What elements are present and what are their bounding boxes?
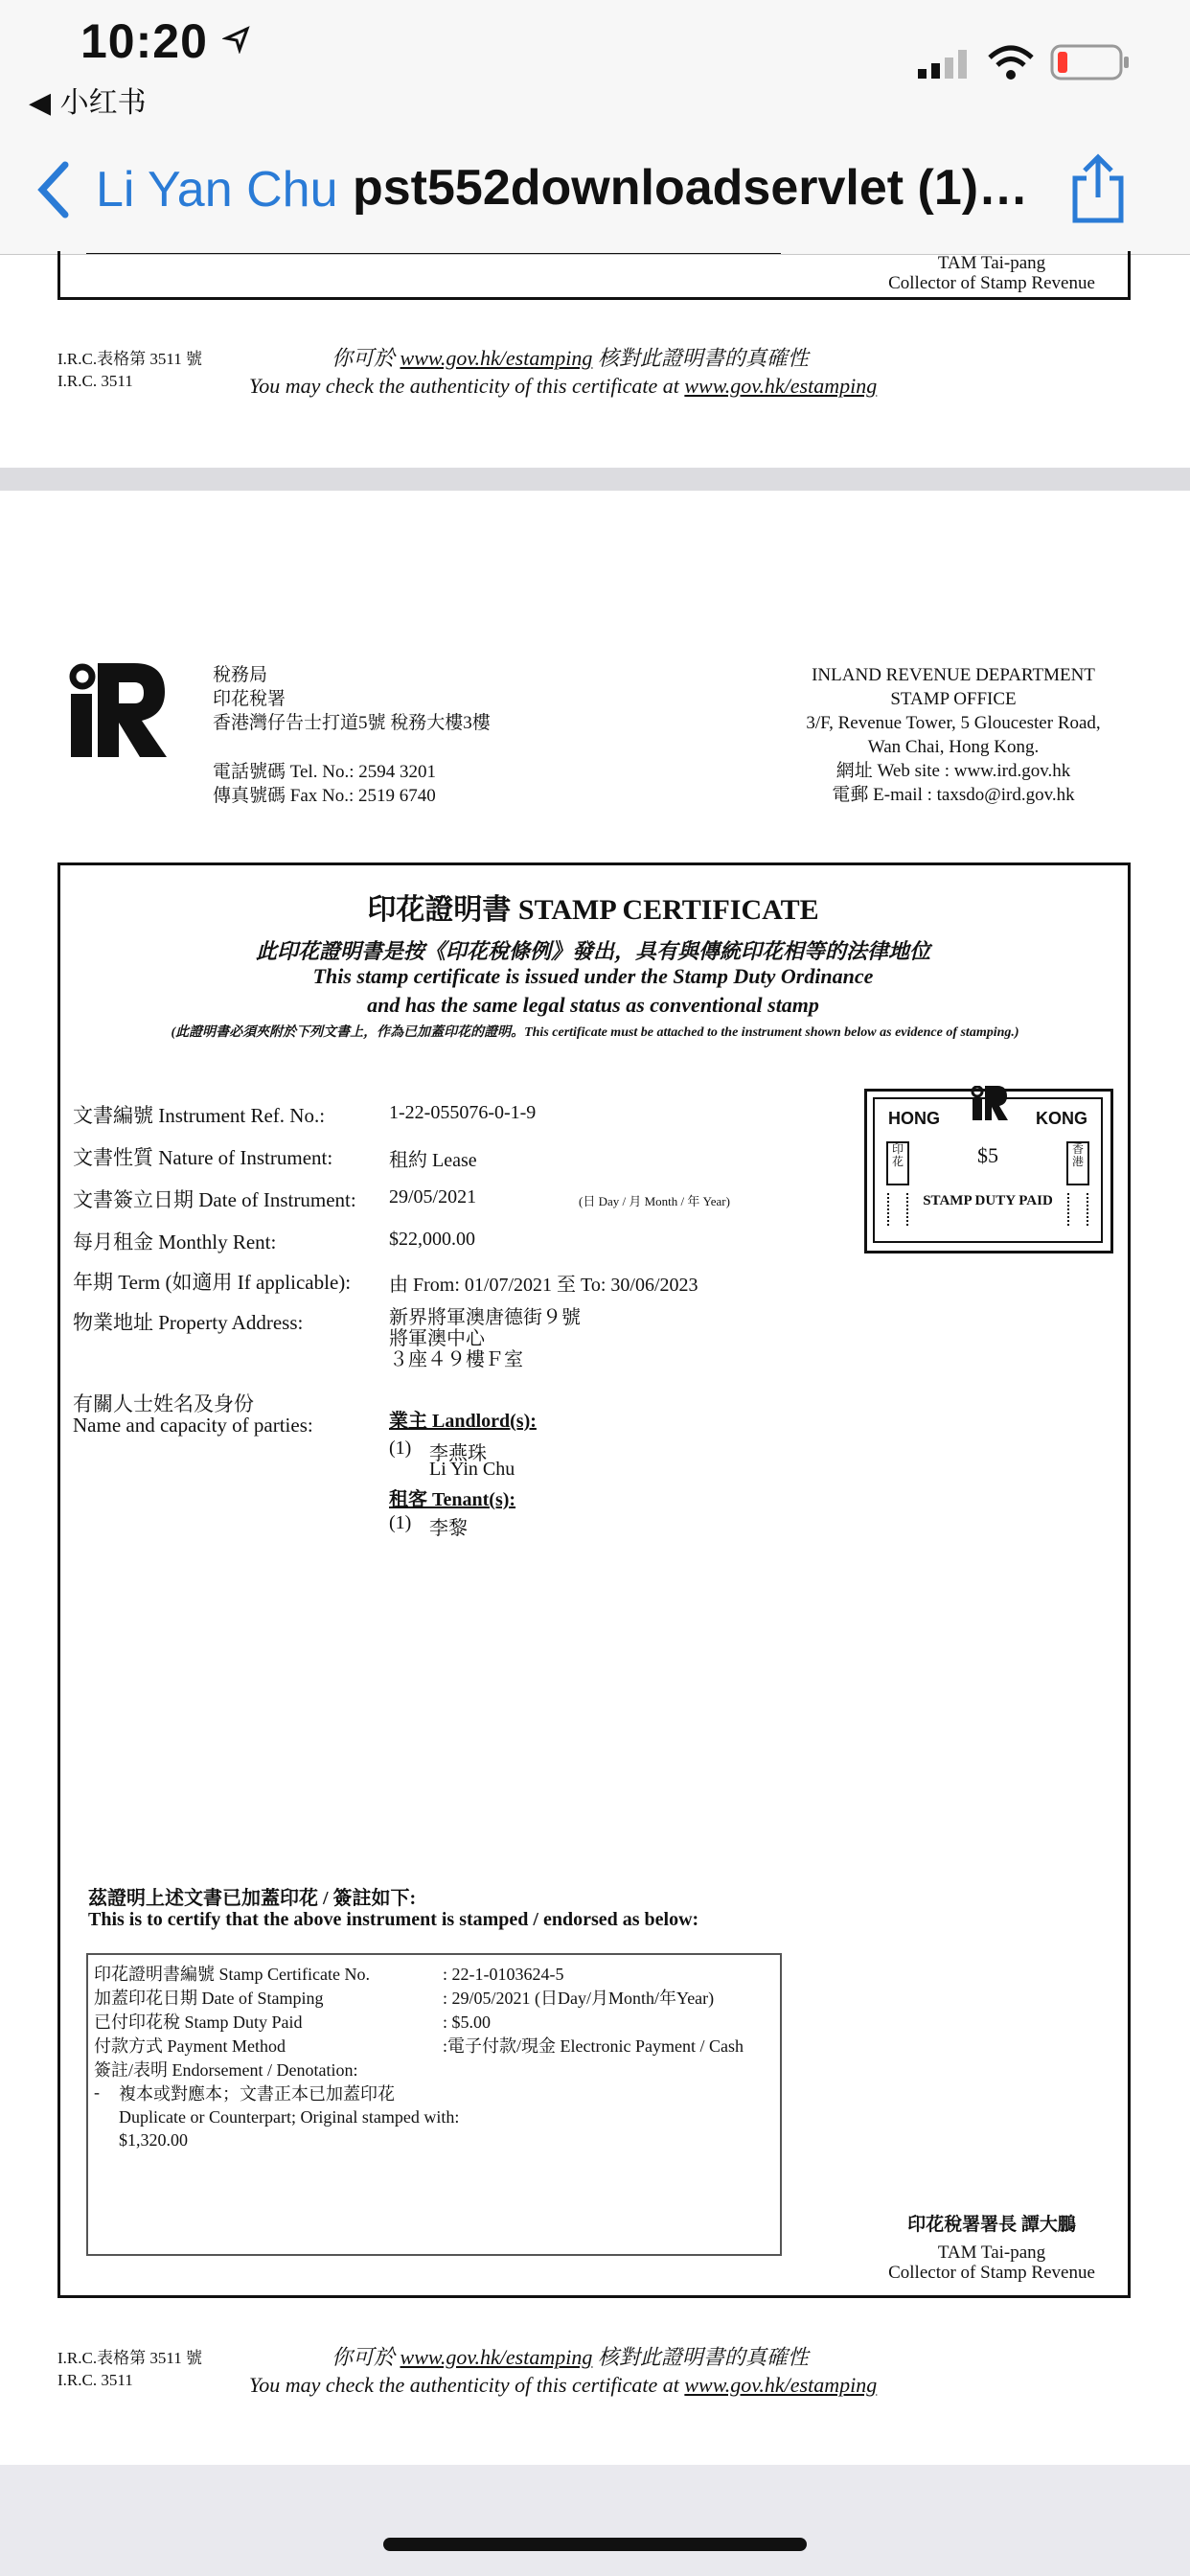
stamp-hong: HONG [888,1109,940,1128]
landlord-name-en: Li Yin Chu [429,1459,515,1480]
footer-form-number-cn: I.R.C.表格第 3511 號 [57,2349,202,2367]
fax-label: 傳真號碼 Fax No.: [213,786,355,806]
certificate-title: 印花證明書 STAMP CERTIFICATE [367,894,819,926]
fax-value: 2519 6740 [358,786,436,806]
field-value-rent: $22,000.00 [389,1229,475,1250]
document-title: pst552downloadservlet (1)… [353,160,1029,216]
verify-link[interactable]: www.gov.hk/estamping [400,346,593,370]
ird-logo [65,663,169,759]
footer-verify-link[interactable]: www.gov.hk/estamping [684,2373,878,2397]
endorse-line-1: 複本或對應本；文書正本已加蓋印花 [119,2084,395,2104]
endorsement-labels [94,1963,370,2082]
subtitle-en-2: and has the same legal status as conventional stamp [367,993,819,1017]
back-button[interactable]: Li Yan Chu [96,162,338,218]
verify-line-en: You may check the authenticity of this certificate at www.gov.hk/estamping [249,374,878,398]
address-cn: 香港灣仔告士打道5號 稅務大樓3樓 [213,713,491,733]
footer-verify-cn: 你可於 www.gov.hk/estamping 核對此證明書的真確性 [332,2345,809,2369]
back-to-app-link[interactable]: ◀ 小红书 [29,86,147,120]
dept-en: INLAND REVENUE DEPARTMENT [812,665,1095,685]
stamp-duty-paid-stamp [864,1089,1113,1254]
endorse-label-date: 加蓋印花日期 Date of Stamping [94,1989,324,2008]
endorse-line-2: Duplicate or Counterpart; Original stamped with: [119,2107,460,2127]
field-label-ref: 文書編號 Instrument Ref. No.: [73,1104,326,1127]
website: 網址 Web site : www.ird.gov.hk [835,761,1071,781]
verify-line-cn: 你可於 www.gov.hk/estamping 核對此證明書的真確性 [332,346,809,370]
endorse-value-duty: : $5.00 [443,2012,492,2032]
divider [86,253,781,254]
footer-verify-link[interactable]: www.gov.hk/estamping [400,2345,593,2369]
verify-link[interactable]: www.gov.hk/estamping [684,374,878,398]
address-en-2: Wan Chai, Hong Kong. [867,737,1040,757]
landlord-name-cn: 李燕珠 [429,1443,487,1464]
field-label-rent: 每月租金 Monthly Rent: [73,1230,277,1254]
address-line-1: 新界將軍澳唐德街９號 [389,1307,581,1328]
location-arrow-icon [222,25,251,54]
parties-label [73,1393,313,1436]
header-en [767,663,1140,807]
landlord-label: 業主 Landlord(s): [389,1411,537,1432]
endorsement-text [119,2082,459,2151]
certificate-note: (此證明書必須夾附於下列文書上，作為已加蓋印花的證明。This certificate must be attached to the instrument shown below as evidence of stamping.) [171,1025,1019,1040]
footer-verify-en: You may check the authenticity of this certificate at www.gov.hk/estamping [249,2373,878,2397]
header-cn [213,663,491,735]
address-en-1: 3/F, Revenue Tower, 5 Gloucester Road, [806,713,1101,733]
stamp-paid-label: STAMP DUTY PAID [923,1193,1053,1208]
page-separator [0,468,1190,491]
endorse-label-duty: 已付印花稅 Stamp Duty Paid [94,2012,303,2032]
field-value-date: 29/05/2021 [389,1186,477,1208]
subtitle-cn: 此印花證明書是按《印花稅條例》發出，具有與傳統印花相等的法律地位 [255,939,930,963]
address-line-2: 將軍澳中心 [389,1328,485,1349]
signer-title: Collector of Stamp Revenue [888,273,1095,293]
stamp-amount: $5 [977,1143,998,1167]
battery-low-icon [1050,44,1131,82]
tenant-label: 租客 Tenant(s): [389,1489,516,1510]
office-en: STAMP OFFICE [890,689,1017,709]
field-value-nature: 租約 Lease [389,1150,477,1171]
field-label-nature: 文書性質 Nature of Instrument: [73,1146,333,1169]
endorse-line-3: $1,320.00 [119,2130,188,2150]
endorse-value-date: : 29/05/2021 (日Day/月Month/年Year) [443,1989,715,2008]
signer-block-bottom [843,2242,1140,2283]
landlord-index: (1) [389,1438,412,1459]
stamp-chip-right: 香港 [1066,1141,1089,1185]
endorse-value-cert-no: : 22-1-0103624-5 [443,1965,564,1984]
form-number-cn: I.R.C.表格第 3511 號 [57,350,202,368]
address-line-3: ３座４９樓Ｆ室 [389,1349,523,1370]
certify-statement-cn: 茲證明上述文書已加蓋印花 / 簽註如下: [88,1888,417,1909]
footer-form-number-en: I.R.C. 3511 [57,2371,133,2389]
status-time: 10:20 [80,14,208,68]
signer-name: TAM Tai-pang [937,253,1046,273]
cellular-signal-icon [918,48,970,80]
signer-name-bottom: TAM Tai-pang [937,2242,1046,2263]
tenant-index: (1) [389,1512,412,1533]
form-number-en: I.R.C. 3511 [57,372,133,390]
field-value-term: 由 From: 01/07/2021 至 To: 30/06/2023 [389,1275,698,1296]
parties-label-cn: 有關人士姓名及身份 [73,1392,254,1415]
subtitle-en-1: This stamp certificate is issued under the Stamp Duty Ordinance [312,964,874,988]
bottom-area [0,2465,1190,2576]
stamp-chip-left: 印花 [886,1141,909,1185]
tenant-name-cn: 李黎 [429,1518,468,1539]
share-icon[interactable] [1067,153,1129,224]
certify-statement-en: This is to certify that the above instrument is stamped / endorsed as below: [88,1909,699,1930]
wifi-icon [987,44,1035,82]
field-label-address: 物業地址 Property Address: [73,1311,304,1334]
stamp-kong: KONG [1036,1109,1087,1128]
signer-title-cn: 印花稅署署長 譚大鵬 [907,2215,1076,2235]
email: 電郵 E-mail : taxsdo@ird.gov.hk [832,785,1075,805]
office-cn: 印花稅署 [213,689,286,709]
endorse-bullet: - [94,2082,100,2102]
signer-title-bottom: Collector of Stamp Revenue [888,2263,1095,2283]
tel-label: 電話號碼 Tel. No.: [213,762,355,782]
parties-label-en: Name and capacity of parties: [73,1414,313,1437]
home-indicator[interactable] [383,2538,807,2551]
field-value-address [389,1307,581,1370]
field-value-ref: 1-22-055076-0-1-9 [389,1102,537,1123]
dept-cn: 稅務局 [213,665,268,685]
endorsement-values [443,1963,744,2058]
contact-block [213,760,436,808]
chevron-left-icon[interactable] [34,161,73,218]
endorse-value-method: :電子付款/現金 Electronic Payment / Cash [443,2036,744,2056]
tel-value: 2594 3201 [358,762,436,782]
field-label-date: 文書簽立日期 Date of Instrument: [73,1188,356,1211]
date-format-hint: (日 Day / 月 Month / 年 Year) [579,1194,730,1208]
signer-block [843,253,1140,293]
stamp-ird-logo [971,1086,1009,1120]
field-label-term: 年期 Term (如適用 If applicable): [73,1271,352,1294]
endorse-label-cert-no: 印花證明書編號 Stamp Certificate No. [94,1965,370,1984]
endorse-label-method: 付款方式 Payment Method [94,2036,286,2056]
stamp-inner-frame [873,1097,1103,1243]
endorse-label-denotation: 簽註/表明 Endorsement / Denotation: [94,2060,358,2080]
